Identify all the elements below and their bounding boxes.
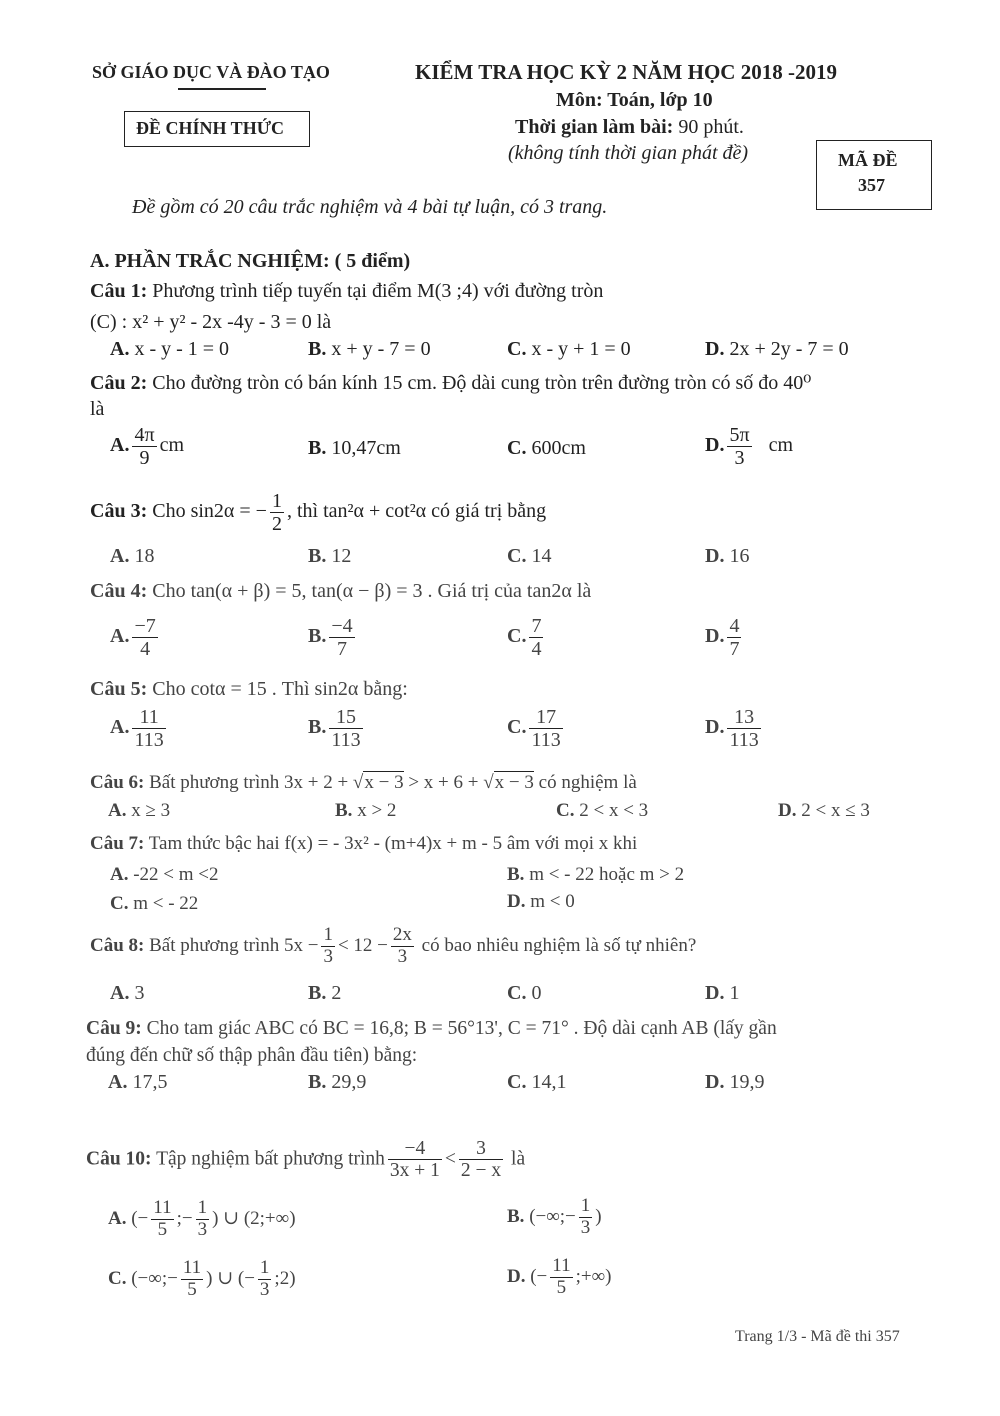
q6-option-b[interactable]: B. x > 2 [335, 800, 397, 821]
q8-option-a[interactable]: A. 3 [110, 982, 145, 1004]
q5-option-c[interactable]: C. $\frac{17}{113}$ [507, 706, 561, 751]
q2-option-a[interactable]: A. $\frac{4\pi}{9}$ cm [110, 424, 184, 469]
question-5: Câu 5: Cho cotα = 15 . Thì sin2α bằng: [90, 678, 408, 700]
q2-option-d[interactable]: D. $\frac{5\pi}{3}$ cm [705, 424, 793, 469]
q3-option-b[interactable]: B. 12 [308, 545, 352, 567]
question-9: Câu 9: Cho tam giác ABC có BC = 16,8; B = 56°13', C = 71° . Độ dài cạnh AB (lấy gần [86, 1018, 777, 1039]
q8-option-d[interactable]: D. 1 [705, 982, 740, 1004]
q5-option-b[interactable]: B. $\frac{15}{113}$ [308, 706, 361, 751]
q2-option-b[interactable]: B. 10,47cm [308, 437, 401, 459]
q1-option-a[interactable]: A. x - y - 1 = 0 [110, 338, 230, 360]
q10-option-d[interactable]: D. (− $\frac{11}{5}$ ;+∞) [507, 1255, 612, 1298]
time-label: Thời gian làm bài: [515, 116, 674, 138]
question-10: Câu 10: Tập nghiệm bất phương trình $\frac{-4}{3x + 1}$ < $\frac{3}{2 - x}$ là [86, 1138, 526, 1182]
q1-option-b[interactable]: B. x + y - 7 = 0 [308, 338, 431, 360]
q6-option-a[interactable]: A. x ≥ 3 [108, 800, 171, 821]
question-9-cont: đúng đến chữ số thập phân đầu tiên) bằng: [86, 1045, 418, 1066]
q10-option-c[interactable]: C. (−∞;− $\frac{11}{5}$ ) ∪ (− $\frac{1}{3}$ ;2) [108, 1257, 296, 1300]
question-8: Câu 8: Bất phương trình 5x − $\frac{1}{3}$ < 12 − $\frac{2x}{3}$ có bao nhiêu nghiệm là số tự nhiên? [90, 924, 697, 967]
page-footer: Trang 1/3 - Mã đề thi 357 [735, 1328, 900, 1345]
subject-line: Môn: Toán, lớp 10 [556, 89, 713, 111]
q7-option-a[interactable]: A. -22 < m <2 [110, 864, 219, 885]
time-line [515, 116, 744, 139]
q10-option-a[interactable]: A. (− $\frac{11}{5}$ ;− $\frac{1}{3}$ ) ∪ (2;+∞) [108, 1197, 296, 1240]
q9-option-d[interactable]: D. 19,9 [705, 1071, 765, 1093]
q5-option-a[interactable]: A. $\frac{11}{113}$ [110, 706, 164, 751]
q2-option-c[interactable]: C. 600cm [507, 437, 586, 459]
exam-code-value: 357 [858, 175, 885, 195]
q7-option-b[interactable]: B. m < - 22 hoặc m > 2 [507, 864, 685, 885]
question-1: Câu 1: Phương trình tiếp tuyến tại điểm M(3 ;4) với đường tròn [90, 280, 604, 302]
question-4: Câu 4: Cho tan(α + β) = 5, tan(α − β) = 3 . Giá trị của tan2α là [90, 580, 592, 602]
question-1-equation: (C) : x² + y² - 2x -4y - 3 = 0 là [90, 311, 332, 333]
q4-option-d[interactable]: D. $\frac{4}{7}$ [705, 615, 740, 660]
time-note: (không tính thời gian phát đề) [508, 142, 749, 164]
q9-option-a[interactable]: A. 17,5 [108, 1071, 168, 1093]
q5-option-d[interactable]: D. $\frac{13}{113}$ [705, 706, 759, 751]
q8-option-b[interactable]: B. 2 [308, 982, 342, 1004]
q4-option-b[interactable]: B. $\frac{-4}{7}$ [308, 615, 353, 660]
time-value: 90 phút. [673, 116, 744, 138]
exam-summary: Đề gồm có 20 câu trắc nghiệm và 4 bài tự luận, có 3 trang. [132, 196, 608, 218]
q9-option-b[interactable]: B. 29,9 [308, 1071, 367, 1093]
question-2-cont: là [90, 398, 105, 420]
q3-option-d[interactable]: D. 16 [705, 545, 750, 567]
question-3: Câu 3: Cho sin2α = − $\frac{1}{2}$ , thì tan²α + cot²α có giá trị bằng [90, 490, 547, 535]
question-7: Câu 7: Tam thức bậc hai f(x) = - 3x² - (m+4)x + m - 5 âm với mọi x khi [90, 833, 638, 854]
q10-option-b[interactable]: B. (−∞;− $\frac{1}{3}$ ) [507, 1195, 602, 1238]
q9-option-c[interactable]: C. 14,1 [507, 1071, 567, 1093]
section-a-title: A. PHẦN TRẮC NGHIỆM: ( 5 điểm) [90, 250, 411, 272]
exam-title: KIỂM TRA HỌC KỲ 2 NĂM HỌC 2018 -2019 [415, 60, 837, 84]
department-name: SỞ GIÁO DỤC VÀ ĐÀO TẠO [92, 62, 330, 82]
exam-code-label: MÃ ĐỀ [838, 150, 898, 170]
q7-option-c[interactable]: C. m < - 22 [110, 893, 199, 914]
q7-option-d[interactable]: D. m < 0 [507, 891, 575, 912]
q3-option-a[interactable]: A. 18 [110, 545, 155, 567]
q6-option-c[interactable]: C. 2 < x < 3 [556, 800, 649, 821]
q4-option-a[interactable]: A. $\frac{-7}{4}$ [110, 615, 156, 660]
q1-option-d[interactable]: D. 2x + 2y - 7 = 0 [705, 338, 849, 360]
q1-option-c[interactable]: C. x - y + 1 = 0 [507, 338, 631, 360]
department-underline [178, 88, 266, 90]
question-2: Câu 2: Cho đường tròn có bán kính 15 cm. Độ dài cung tròn trên đường tròn có số đo 40⁰ [90, 372, 812, 394]
question-6: Câu 6: Bất phương trình 3x + 2 + √x − 3 > x + 6 + √x − 3 có nghiệm là [90, 772, 637, 793]
q8-option-c[interactable]: C. 0 [507, 982, 542, 1004]
q4-option-c[interactable]: C. $\frac{7}{4}$ [507, 615, 542, 660]
q3-option-c[interactable]: C. 14 [507, 545, 552, 567]
q6-option-d[interactable]: D. 2 < x ≤ 3 [778, 800, 870, 821]
official-label: ĐỀ CHÍNH THỨC [136, 118, 285, 138]
